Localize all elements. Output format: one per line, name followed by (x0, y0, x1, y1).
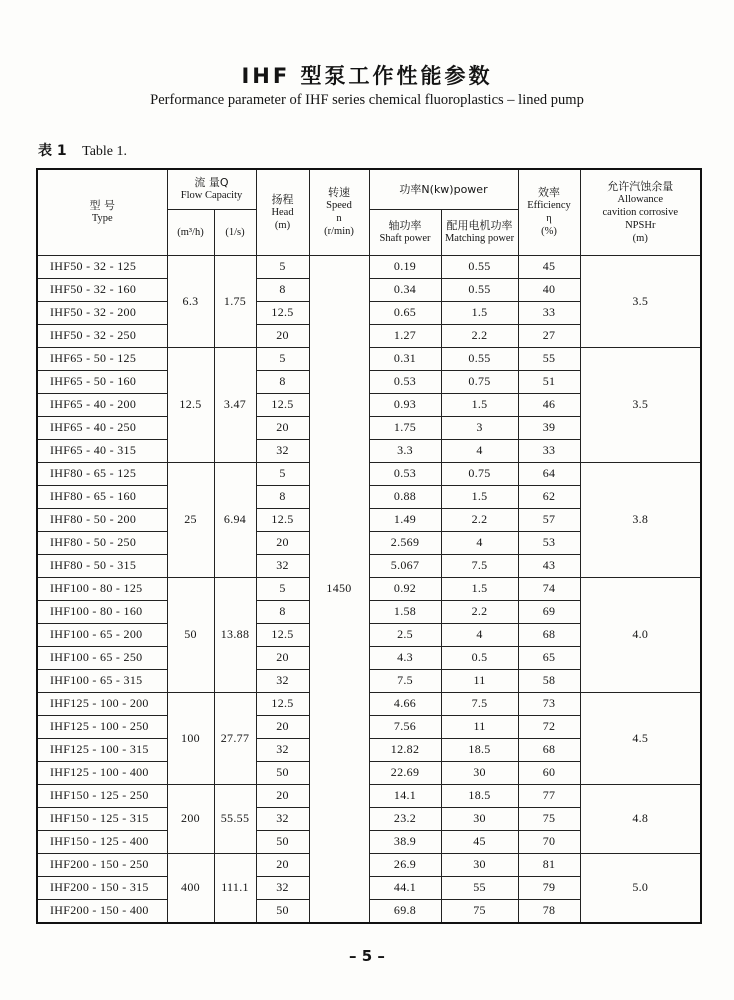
header-power-cn: 功率N(kw)power (399, 182, 488, 196)
cell-shaft-power: 1.75 (369, 416, 441, 439)
cell-type: IHF80 - 65 - 125 (37, 462, 167, 485)
header-flow-m3h: (m³/h) (167, 209, 214, 255)
cell-efficiency: 74 (518, 577, 580, 600)
header-flow-cn: 流 量Q (194, 176, 229, 190)
cell-type: IHF50 - 32 - 250 (37, 324, 167, 347)
cell-type: IHF80 - 50 - 250 (37, 531, 167, 554)
cell-head: 12.5 (256, 508, 309, 531)
header-speed (309, 169, 369, 255)
cell-type: IHF65 - 50 - 125 (37, 347, 167, 370)
cell-flow-ls: 111.1 (214, 853, 256, 923)
table-row (37, 784, 701, 807)
cell-type: IHF80 - 65 - 160 (37, 485, 167, 508)
table-row (37, 577, 701, 600)
cell-efficiency: 62 (518, 485, 580, 508)
cell-type: IHF200 - 150 - 250 (37, 853, 167, 876)
cell-efficiency: 57 (518, 508, 580, 531)
header-eff-unit: (%) (541, 226, 557, 238)
header-eff-cn: 效率 (538, 186, 561, 200)
cell-shaft-power: 44.1 (369, 876, 441, 899)
cell-matching-power: 7.5 (441, 692, 518, 715)
table-header (37, 169, 701, 255)
cell-matching-power: 30 (441, 853, 518, 876)
cell-efficiency: 27 (518, 324, 580, 347)
cell-head: 20 (256, 646, 309, 669)
cell-type: IHF65 - 40 - 250 (37, 416, 167, 439)
header-match-cn: 配用电机功率 (446, 219, 513, 232)
cell-matching-power: 1.5 (441, 577, 518, 600)
cell-type: IHF100 - 65 - 200 (37, 623, 167, 646)
cell-type: IHF125 - 100 - 250 (37, 715, 167, 738)
header-type (37, 169, 167, 255)
cell-shaft-power: 22.69 (369, 761, 441, 784)
cell-flow-m3h: 25 (167, 462, 214, 577)
cell-matching-power: 30 (441, 807, 518, 830)
cell-flow-ls: 55.55 (214, 784, 256, 853)
header-speed-cn: 转速 (328, 186, 351, 200)
cell-type: IHF50 - 32 - 160 (37, 278, 167, 301)
cell-head: 32 (256, 876, 309, 899)
cell-efficiency: 75 (518, 807, 580, 830)
cell-type: IHF65 - 40 - 200 (37, 393, 167, 416)
cell-efficiency: 43 (518, 554, 580, 577)
cell-matching-power: 18.5 (441, 738, 518, 761)
cell-shaft-power: 1.27 (369, 324, 441, 347)
cell-shaft-power: 0.88 (369, 485, 441, 508)
cell-head: 5 (256, 347, 309, 370)
table-label (38, 140, 127, 160)
cell-efficiency: 72 (518, 715, 580, 738)
cell-shaft-power: 26.9 (369, 853, 441, 876)
cell-shaft-power: 0.65 (369, 301, 441, 324)
cell-matching-power: 0.55 (441, 278, 518, 301)
cell-efficiency: 78 (518, 899, 580, 923)
cell-flow-m3h: 200 (167, 784, 214, 853)
cell-type: IHF50 - 32 - 125 (37, 255, 167, 278)
header-head-cn: 扬程 (271, 192, 294, 206)
cell-matching-power: 0.55 (441, 255, 518, 278)
header-matching-power (441, 209, 518, 255)
cell-shaft-power: 69.8 (369, 899, 441, 923)
cell-efficiency: 77 (518, 784, 580, 807)
cell-type: IHF100 - 65 - 250 (37, 646, 167, 669)
cell-flow-m3h: 12.5 (167, 347, 214, 462)
cell-shaft-power: 38.9 (369, 830, 441, 853)
cell-matching-power: 0.75 (441, 462, 518, 485)
cell-npsh: 3.5 (580, 255, 701, 347)
cell-matching-power: 30 (441, 761, 518, 784)
cell-type: IHF150 - 125 - 250 (37, 784, 167, 807)
cell-speed: 1450 (309, 255, 369, 923)
cell-matching-power: 4 (441, 623, 518, 646)
cell-shaft-power: 4.3 (369, 646, 441, 669)
cell-shaft-power: 1.58 (369, 600, 441, 623)
header-npsh-unit: (m) (632, 232, 648, 244)
table-label-cn: 表 1 (38, 143, 67, 159)
cell-npsh: 3.8 (580, 462, 701, 577)
cell-efficiency: 40 (518, 278, 580, 301)
cell-head: 12.5 (256, 301, 309, 324)
table-label-en: Table 1. (82, 144, 128, 159)
cell-matching-power: 2.2 (441, 508, 518, 531)
cell-efficiency: 64 (518, 462, 580, 485)
cell-efficiency: 33 (518, 301, 580, 324)
header-flow (167, 169, 256, 209)
page-title: IHF 型泵工作性能参数 (241, 64, 493, 88)
cell-npsh: 4.5 (580, 692, 701, 784)
cell-head: 20 (256, 853, 309, 876)
cell-efficiency: 73 (518, 692, 580, 715)
cell-matching-power: 18.5 (441, 784, 518, 807)
cell-flow-ls: 1.75 (214, 255, 256, 347)
cell-head: 5 (256, 577, 309, 600)
cell-type: IHF80 - 50 - 315 (37, 554, 167, 577)
cell-matching-power: 2.2 (441, 600, 518, 623)
cell-type: IHF150 - 125 - 315 (37, 807, 167, 830)
header-flow-en: Flow Capacity (180, 190, 243, 202)
header-type-cn: 型 号 (89, 199, 115, 213)
table-row (37, 255, 701, 278)
cell-type: IHF150 - 125 - 400 (37, 830, 167, 853)
cell-shaft-power: 1.49 (369, 508, 441, 531)
cell-head: 32 (256, 669, 309, 692)
cell-npsh: 3.5 (580, 347, 701, 462)
cell-shaft-power: 4.66 (369, 692, 441, 715)
cell-type: IHF65 - 50 - 160 (37, 370, 167, 393)
cell-matching-power: 4 (441, 531, 518, 554)
header-efficiency (518, 169, 580, 255)
cell-efficiency: 69 (518, 600, 580, 623)
header-speed-en: Speed (326, 200, 352, 212)
cell-matching-power: 11 (441, 669, 518, 692)
cell-head: 8 (256, 485, 309, 508)
cell-efficiency: 45 (518, 255, 580, 278)
cell-flow-ls: 3.47 (214, 347, 256, 462)
cell-npsh: 5.0 (580, 853, 701, 923)
cell-shaft-power: 2.569 (369, 531, 441, 554)
cell-type: IHF125 - 100 - 315 (37, 738, 167, 761)
cell-head: 50 (256, 761, 309, 784)
cell-shaft-power: 0.19 (369, 255, 441, 278)
cell-matching-power: 3 (441, 416, 518, 439)
cell-matching-power: 1.5 (441, 301, 518, 324)
cell-matching-power: 55 (441, 876, 518, 899)
cell-efficiency: 60 (518, 761, 580, 784)
cell-matching-power: 2.2 (441, 324, 518, 347)
cell-efficiency: 65 (518, 646, 580, 669)
cell-efficiency: 70 (518, 830, 580, 853)
cell-shaft-power: 12.82 (369, 738, 441, 761)
cell-efficiency: 58 (518, 669, 580, 692)
cell-type: IHF65 - 40 - 315 (37, 439, 167, 462)
cell-head: 8 (256, 370, 309, 393)
cell-shaft-power: 0.34 (369, 278, 441, 301)
cell-efficiency: 53 (518, 531, 580, 554)
cell-head: 12.5 (256, 692, 309, 715)
cell-matching-power: 0.75 (441, 370, 518, 393)
cell-head: 8 (256, 600, 309, 623)
cell-efficiency: 68 (518, 623, 580, 646)
header-flow-ls: (1/s) (214, 209, 256, 255)
cell-shaft-power: 5.067 (369, 554, 441, 577)
cell-type: IHF200 - 150 - 400 (37, 899, 167, 923)
performance-table (36, 168, 702, 924)
cell-shaft-power: 23.2 (369, 807, 441, 830)
cell-type: IHF80 - 50 - 200 (37, 508, 167, 531)
header-type-en: Type (91, 213, 113, 225)
cell-shaft-power: 7.5 (369, 669, 441, 692)
cell-efficiency: 68 (518, 738, 580, 761)
cell-head: 50 (256, 830, 309, 853)
cell-head: 20 (256, 715, 309, 738)
cell-head: 20 (256, 784, 309, 807)
cell-head: 32 (256, 807, 309, 830)
header-shaft-en: Shaft power (379, 233, 431, 244)
cell-efficiency: 81 (518, 853, 580, 876)
cell-matching-power: 45 (441, 830, 518, 853)
cell-type: IHF100 - 80 - 160 (37, 600, 167, 623)
cell-efficiency: 51 (518, 370, 580, 393)
header-head-en: Head (271, 206, 294, 218)
cell-flow-ls: 6.94 (214, 462, 256, 577)
table-row (37, 347, 701, 370)
cell-head: 20 (256, 416, 309, 439)
cell-type: IHF125 - 100 - 400 (37, 761, 167, 784)
page-subtitle: Performance parameter of IHF series chemical fluoroplastics – lined pump (150, 92, 584, 108)
header-eff-en: Efficiency (527, 200, 571, 212)
cell-shaft-power: 0.92 (369, 577, 441, 600)
cell-matching-power: 0.55 (441, 347, 518, 370)
cell-matching-power: 1.5 (441, 485, 518, 508)
cell-shaft-power: 0.53 (369, 462, 441, 485)
cell-shaft-power: 3.3 (369, 439, 441, 462)
cell-matching-power: 7.5 (441, 554, 518, 577)
cell-matching-power: 1.5 (441, 393, 518, 416)
cell-efficiency: 46 (518, 393, 580, 416)
cell-efficiency: 79 (518, 876, 580, 899)
cell-head: 12.5 (256, 623, 309, 646)
header-head-unit: (m) (274, 219, 291, 231)
cell-type: IHF100 - 80 - 125 (37, 577, 167, 600)
cell-matching-power: 11 (441, 715, 518, 738)
header-power (369, 169, 518, 209)
cell-head: 50 (256, 899, 309, 923)
cell-head: 5 (256, 462, 309, 485)
cell-shaft-power: 2.5 (369, 623, 441, 646)
cell-flow-ls: 27.77 (214, 692, 256, 784)
cell-efficiency: 39 (518, 416, 580, 439)
cell-flow-m3h: 400 (167, 853, 214, 923)
cell-shaft-power: 14.1 (369, 784, 441, 807)
cell-npsh: 4.0 (580, 577, 701, 692)
cell-head: 32 (256, 738, 309, 761)
header-npsh (580, 169, 701, 255)
cell-flow-m3h: 50 (167, 577, 214, 692)
cell-head: 8 (256, 278, 309, 301)
cell-type: IHF125 - 100 - 200 (37, 692, 167, 715)
cell-flow-ls: 13.88 (214, 577, 256, 692)
header-npsh-en2: cavition corrosive (602, 206, 679, 218)
cell-matching-power: 4 (441, 439, 518, 462)
cell-shaft-power: 0.93 (369, 393, 441, 416)
header-match-en: Matching power (444, 233, 515, 244)
cell-efficiency: 55 (518, 347, 580, 370)
table-row (37, 462, 701, 485)
cell-matching-power: 75 (441, 899, 518, 923)
header-npsh-en1: Allowance (617, 193, 663, 205)
table-body (37, 255, 701, 923)
page-number: – 5 – (349, 947, 385, 965)
cell-head: 12.5 (256, 393, 309, 416)
header-head (256, 169, 309, 255)
cell-type: IHF200 - 150 - 315 (37, 876, 167, 899)
cell-efficiency: 33 (518, 439, 580, 462)
header-eff-symbol: η (546, 213, 552, 225)
cell-type: IHF100 - 65 - 315 (37, 669, 167, 692)
cell-flow-m3h: 6.3 (167, 255, 214, 347)
cell-shaft-power: 0.31 (369, 347, 441, 370)
header-npsh-en3: NPSHr (625, 219, 656, 231)
cell-shaft-power: 0.53 (369, 370, 441, 393)
cell-flow-m3h: 100 (167, 692, 214, 784)
cell-matching-power: 0.5 (441, 646, 518, 669)
cell-head: 20 (256, 531, 309, 554)
header-shaft-cn: 轴功率 (388, 219, 422, 232)
header-npsh-cn: 允许汽蚀余量 (607, 179, 674, 193)
cell-shaft-power: 7.56 (369, 715, 441, 738)
header-speed-symbol: n (336, 213, 342, 225)
table-row (37, 853, 701, 876)
header-shaft-power (369, 209, 441, 255)
cell-npsh: 4.8 (580, 784, 701, 853)
table-row (37, 692, 701, 715)
cell-head: 20 (256, 324, 309, 347)
cell-head: 32 (256, 554, 309, 577)
cell-head: 32 (256, 439, 309, 462)
cell-head: 5 (256, 255, 309, 278)
header-speed-unit: (r/min) (324, 226, 354, 238)
cell-type: IHF50 - 32 - 200 (37, 301, 167, 324)
